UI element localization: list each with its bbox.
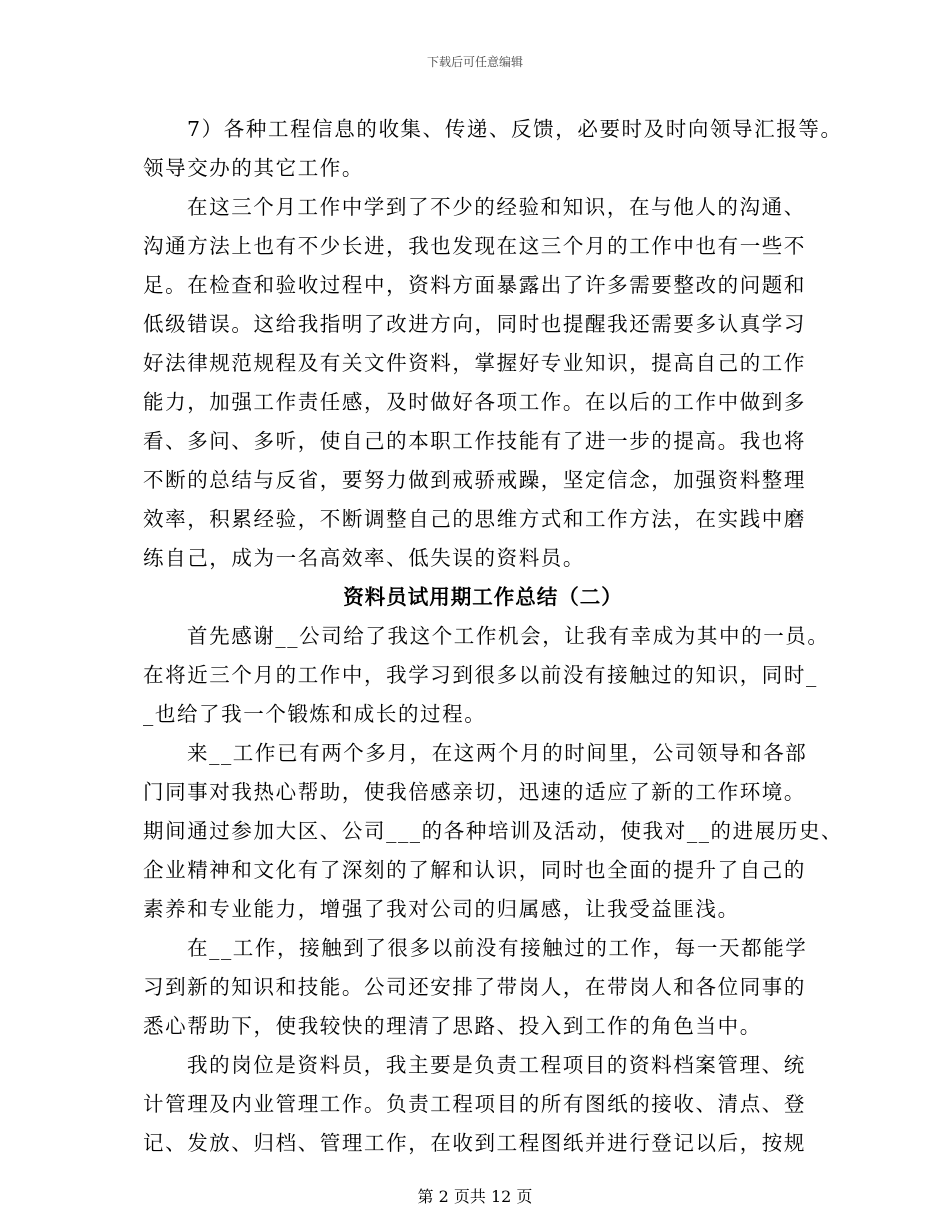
- body-line: 习到新的知识和技能。公司还安排了带岗人，在带岗人和各位同事的: [143, 975, 806, 999]
- body-line: 在这三个月工作中学到了不少的经验和知识，在与他人的沟通、: [187, 195, 806, 219]
- body-line: 来__工作已有两个多月，在这两个月的时间里，公司领导和各部: [187, 741, 808, 765]
- body-line: 记、发放、归档、管理工作，在收到工程图纸并进行登记以后，按规: [143, 1131, 806, 1155]
- body-line: 效率，积累经验，不断调整自己的思维方式和工作方法，在实践中磨: [143, 507, 806, 531]
- body-line: 足。在检查和验收过程中，资料方面暴露出了许多需要整改的问题和: [143, 273, 806, 297]
- body-line: 领导交办的其它工作。: [143, 156, 364, 180]
- body-line: 门同事对我热心帮助，使我倍感亲切，迅速的适应了新的工作环境。: [143, 780, 806, 804]
- body-line: 企业精神和文化有了深刻的了解和认识，同时也全面的提升了自己的: [143, 858, 806, 882]
- body-line: 我的岗位是资料员，我主要是负责工程项目的资料档案管理、统: [187, 1053, 806, 1077]
- document-body: [143, 110, 844, 1163]
- page-footer: 第 2 页共 12 页: [417, 1187, 533, 1206]
- page-header: 下载后可任意编辑: [426, 55, 523, 69]
- section-heading: 资料员试用期工作总结（二）: [343, 585, 623, 609]
- body-line: 7）各种工程信息的收集、传递、反馈，必要时及时向领导汇报等。: [187, 117, 843, 141]
- body-line: 练自己，成为一名高效率、低失误的资料员。: [143, 546, 585, 570]
- body-line: 看、多问、多听，使自己的本职工作技能有了进一步的提高。我也将: [143, 429, 806, 453]
- body-line: _也给了我一个锻炼和成长的过程。: [143, 702, 487, 726]
- body-line: 好法律规范规程及有关文件资料，掌握好专业知识，提高自己的工作: [143, 351, 806, 375]
- body-line: 期间通过参加大区、公司___的各种培训及活动，使我对__的进展历史、: [143, 819, 844, 843]
- body-line: 不断的总结与反省，要努力做到戒骄戒躁，坚定信念，加强资料整理: [143, 468, 806, 492]
- body-line: 沟通方法上也有不少长进，我也发现在这三个月的工作中也有一些不: [143, 234, 806, 258]
- body-line: 首先感谢__公司给了我这个工作机会，让我有幸成为其中的一员。: [187, 624, 830, 648]
- body-line: 能力，加强工作责任感，及时做好各项工作。在以后的工作中做到多: [143, 390, 806, 414]
- body-line: 素养和专业能力，增强了我对公司的归属感，让我受益匪浅。: [143, 897, 740, 921]
- body-line: 计管理及内业管理工作。负责工程项目的所有图纸的接收、清点、登: [143, 1092, 806, 1116]
- body-line: 低级错误。这给我指明了改进方向，同时也提醒我还需要多认真学习: [143, 312, 806, 336]
- body-line: 在__工作，接触到了很多以前没有接触过的工作，每一天都能学: [187, 936, 808, 960]
- body-line: 在将近三个月的工作中，我学习到很多以前没有接触过的知识，同时_: [143, 663, 818, 687]
- body-line: 悉心帮助下，使我较快的理清了思路、投入到工作的角色当中。: [143, 1014, 762, 1038]
